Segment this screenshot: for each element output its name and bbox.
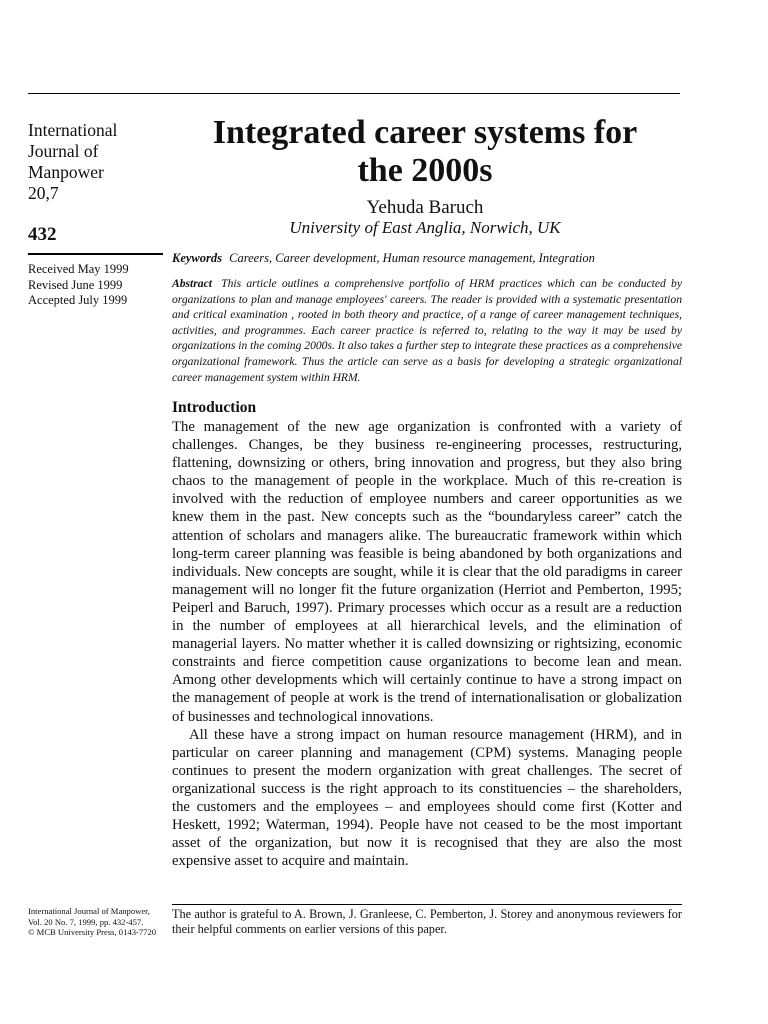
abstract-label: Abstract — [172, 277, 212, 290]
paragraph: All these have a strong impact on human resource management (HRM), and in particular on career planning and management (CPM) systems. Managing people continues to present the modern organization with great challenges. The secret of organizational success is the right approach to its constituencies – the shareholders, the customers and the employees – and employees should come first (Kotter and Heskett, 1992; Waterman, 1994). People have not ceased to be the most important asset of the organization, but now it is recognised that they are also the most expensive asset to acquire and maintain. — [172, 726, 682, 870]
footnote: The author is grateful to A. Brown, J. Granleese, C. Pemberton, J. Storey and anonymous reviewers for their helpful comments on earlier versions of this paper. — [172, 907, 682, 936]
citation-line: Vol. 20 No. 7, 1999, pp. 432-457. — [28, 916, 144, 927]
section-heading: Introduction — [172, 399, 257, 416]
keywords-label: Keywords — [172, 251, 222, 265]
journal-line: International — [28, 120, 118, 140]
footnote-rule — [172, 904, 682, 905]
article-title — [168, 114, 682, 190]
revised-date: Revised June 1999 — [28, 277, 123, 292]
title-line: Integrated career systems for — [212, 114, 638, 151]
journal-volume: 20,7 — [28, 183, 59, 203]
author-name: Yehuda Baruch — [366, 197, 484, 218]
keywords — [172, 251, 682, 266]
sidebar-rule — [28, 253, 163, 255]
paragraph: The management of the new age organization is confronted with a variety of challenges. Changes, be they business re-engineering processes, restructuring, flattening, downsizing or others, bring innovation and progress, but they also bring chaos to the management of people in the workplace. Much of this re-creation is involved with the reduction of employee numbers and career opportunities as we knew them in the past. New concepts such as the “boundaryless career” catch the attention of scholars and managers alike. The bureaucratic framework within which long-term career planning was feasible is being abandoned by both organizations and individuals. New concepts are sought, while it is clear that the old paradigms in career management will no longer fit the future organization (Herriot and Pemberton, 1995; Peiperl and Baruch, 1997). Primary processes which occur as a result are a reduction in the number of employees at all hierarchical levels, and the elimination of managerial layers. No matter whether it is called downsizing or rightsizing, economic constraints and fierce competition cause organizations to become lean and mean. Among other developments which will certainly continue to have a strong impact on the management of people at work is the trend of internationalisation or globalization of businesses and technological innovations. — [172, 419, 682, 725]
top-rule — [28, 93, 680, 94]
submission-dates — [28, 262, 168, 309]
received-date: Received May 1999 — [28, 262, 129, 276]
journal-line: Journal of — [28, 141, 99, 161]
journal-line: Manpower — [28, 162, 104, 182]
page-number: 432 — [28, 224, 57, 245]
title-line: the 2000s — [357, 152, 493, 189]
abstract-text: This article outlines a comprehensive portfolio of HRM practices which can be conducted by organizations to plan and manage employees' careers. The reader is provided with a systematic presentation and critical examination , rooted in both theory and practice, of a range of career management techniques, activities, and programmes. Each career practice is referred to, relating to the way it may be used by organizations in the coming 2000s. It also takes a further step to integrate these practices as a comprehensive organizational framework. Thus the article can serve as a basis for developing a strategic organizational career management system within HRM. — [172, 277, 682, 384]
journal-name — [28, 120, 163, 204]
abstract — [172, 276, 682, 385]
body-text — [172, 418, 682, 870]
author-affiliation: University of East Anglia, Norwich, UK — [289, 218, 561, 237]
citation-line: International Journal of Manpower, — [28, 906, 150, 916]
keywords-text: Careers, Career development, Human resource management, Integration — [229, 251, 595, 265]
citation-line: © MCB University Press, 0143-7720 — [28, 927, 157, 937]
journal-citation — [28, 906, 173, 938]
accepted-date: Accepted July 1999 — [28, 293, 128, 307]
